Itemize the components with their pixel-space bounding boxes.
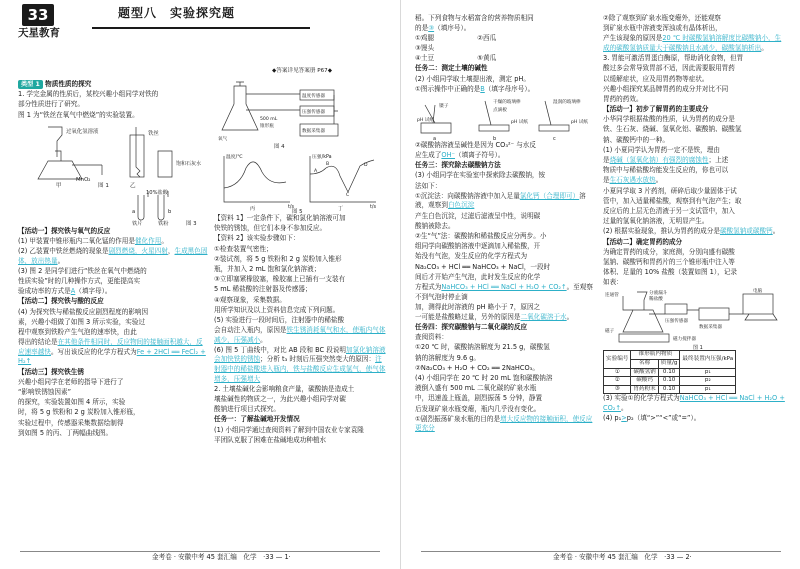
q3-act2-line: 氢钠、碳酸钙和胃药片的三个锥形瓶中注入等 <box>603 257 735 266</box>
ph-label-dry-rod: 干燥的玻璃棒 <box>493 99 521 105</box>
food-option: ④土豆 <box>415 54 435 63</box>
task3-line: 一可能是盐酸略过量，另外的原因是二氧化碳溶于水。 <box>415 312 574 321</box>
food-option: ①鸡腿 <box>415 34 435 43</box>
ph-label-paper-a: pH 试纸 <box>417 117 435 123</box>
table-subheader: 质量/g <box>658 360 680 369</box>
answer-text: 碳酸氢钠或碳酸钙 <box>719 227 773 236</box>
fig3-label-a: a <box>132 208 136 215</box>
q2-line: 壤盐碱性的物质之一，为此兴趣小组同学对碳 <box>214 395 346 403</box>
q3-line: 以缓解症状，应及用胃药物等症状。 <box>603 74 709 83</box>
ph-caption-a: a <box>433 135 437 141</box>
q2-line: 2. 土壤盐碱化会影响粮食产量，碳酸钠是造成土 <box>214 384 355 393</box>
mid-line: 瓶，并加入 2 mL 饱和氯化钠溶液； <box>214 264 321 273</box>
answer-text: 氯化钙（合理即可） <box>519 191 580 200</box>
fig3-label-iron-sheet: 铁片 <box>132 220 143 227</box>
act3-line: 到如图 5 的丙、丁两幅曲线图。 <box>18 428 113 437</box>
answer-text: 烧碱（氢氧化钠）有强烈的腐蚀性 <box>609 156 709 165</box>
table-header: 实验编号 <box>604 351 631 368</box>
table-cell: p₂ <box>680 377 736 386</box>
q3-mid-line: 反应后的上层无色清液于另一支试管中，加入 <box>603 206 735 215</box>
fig4-caption: 图 4 <box>274 144 285 150</box>
figure-4-apparatus <box>214 80 386 152</box>
page-right <box>400 0 800 569</box>
mid-line: ③立即塞紧橡胶塞，橡胶塞上已插有一支装有 <box>214 275 346 284</box>
answer-text: NaHCO₃ + HCl ══ NaCl + H₂O + CO₂↑ <box>603 394 785 413</box>
footer-rule <box>421 551 781 552</box>
table-cell: 碳酸钙 <box>631 377 658 386</box>
fig3-label-acid: 10%盐酸 <box>146 189 168 196</box>
footer-text: 金考卷 · 安徽中考 45 套汇编 化学 ·33 — 2· <box>553 553 692 562</box>
fig5-label-a: A <box>314 169 318 174</box>
page-number: 33 <box>22 4 54 26</box>
table-cell: 0.10 <box>658 385 680 394</box>
mid-line: (5) 实验进行一段时间后，注射器中的稀盐酸 <box>214 315 345 324</box>
food-option: ⑤黄瓜 <box>477 54 497 63</box>
answer-text: 二氧化碳溶于水 <box>520 312 567 321</box>
ph-label-wet-rod: 湿润的玻璃棒 <box>553 99 581 105</box>
task4-line: 液倒入盛有 500 mL 二氧化碳的矿泉水瓶 <box>415 384 537 393</box>
app-label-sensor: 压强传感器 <box>665 319 688 325</box>
act2-q4: 程中观察到铁粉产生气泡的速率快，由此 <box>18 328 137 337</box>
q3-end-line: (3) 实验①的化学方程式为NaHCO₃ + HCl ══ NaCl + H₂O + CO₂↑。 <box>603 394 785 413</box>
answer-text: 在其他条件相同时，反应物间的接触面积越大，反应速率越快 <box>18 338 203 356</box>
q3-act1-line: 铁、生石灰、烧碱、氢氧化铝、碳酸钠、碳酸氢 <box>603 125 742 134</box>
mid-line: ②装试剂，将 5 g 铁粉和 2 g 炭粉加入锥形 <box>214 254 342 263</box>
left-column-1 <box>18 80 208 540</box>
fig3-label-b: b <box>168 208 172 215</box>
q3-line: 3. 胃能可激活胃蛋白酶原，帮助消化食物，但胃 <box>603 54 744 63</box>
task3-line: 间后才开始产生气泡，此时发生反应的化学 <box>415 272 541 281</box>
fig5-label-d: D <box>364 163 368 168</box>
q3-mid-line: 管中，加入适量稀盐酸，观察到有气泡产生；取 <box>603 196 742 205</box>
task4-line: ②Na₂CO₃ + H₂O + CO₂ ══ 2NaHCO₃。 <box>415 363 539 372</box>
mid-q5: 会自动注入瓶内，原因是铁生锈消耗氧气和水，使瓶内气体减少，压强减小。 <box>214 326 386 344</box>
category-title: 物质性质的探究 <box>45 80 92 88</box>
app-label-tube: 连通管 <box>605 293 619 299</box>
task2-q2: 应生成了OH⁻（填离子符号）。 <box>415 151 505 160</box>
task3-line: Na₂CO₃ + HCl ══ NaHCO₃ + NaCl，一段时 <box>415 262 551 271</box>
task3-line: 组同学向碳酸钠溶液中逐滴加入稀盐酸，开 <box>415 242 541 251</box>
answer-text: OH⁻ <box>441 151 456 160</box>
figure-3-tubes <box>18 189 208 227</box>
right-column-1 <box>415 14 597 534</box>
category-heading <box>18 80 208 90</box>
q3-act2-line: 如表： <box>603 278 623 287</box>
act3-line: 时，将 5 g 铁粉和 2 g 炭粉加入锥形瓶， <box>18 408 140 417</box>
page-title: 题型八 实验探究题 <box>118 6 236 20</box>
task3-line: 酸钠被除去。 <box>415 221 455 230</box>
table-cell: ① <box>604 368 631 377</box>
mid-line: 5 mL 稀盐酸的注射器及传感器； <box>214 285 312 294</box>
category-tag: 类型 1 <box>18 80 43 89</box>
left-column-2 <box>214 80 386 540</box>
answer-text: 增大反应物的接触面积，使反应更充分 <box>415 414 593 433</box>
q1-line: 1. 学完金属的性质后，某校兴趣小组同学对铁的 <box>18 90 159 99</box>
fig5-label-ding: 丁 <box>338 206 344 212</box>
fig5-xlabel-right: t/s <box>370 205 376 210</box>
col2-line: ②除了观察到矿泉水瓶变瘪外，还能观察 <box>603 14 722 22</box>
task4-line: 查阅资料： <box>415 333 448 342</box>
app-label-acid: 稀盐酸 <box>649 297 663 303</box>
fig1-label-jia: 甲 <box>56 182 62 189</box>
app-caption: 图 1 <box>693 345 703 351</box>
activity-2-title: 【活动二】探究铁与酸的反应 <box>18 297 104 306</box>
food-options <box>415 54 597 64</box>
table-cell: p₁ <box>680 368 736 377</box>
answer-text: A <box>70 287 76 296</box>
food-option: ③馒头 <box>415 43 435 52</box>
top-line: 稻。下列食物与水稻富含的营养物质相同 <box>415 14 534 22</box>
fig4-label-volume: 500 mL <box>260 117 278 122</box>
fig5-caption: 图 5 <box>292 209 303 214</box>
answer-text: 加氯化钠溶液会加快铁的锈蚀 <box>214 345 386 364</box>
q3-activity-1-title: 【活动一】初步了解胃药的主要成分 <box>603 105 709 114</box>
answer-reference: ◆答案详见答案册 P67◆ <box>272 68 333 74</box>
act3-line: 兴趣小组同学在老师的指导下进行了 <box>18 377 124 386</box>
fig4-label-oxygen: 氧气 <box>218 137 228 142</box>
footer-text: 金考卷 · 安徽中考 45 套汇编 化学 ·33 — 1· <box>152 553 291 562</box>
fig4-label-collector: 数据采集器 <box>302 129 325 134</box>
table-cell: 0.10 <box>658 368 680 377</box>
fig1-caption: 图 1 <box>98 182 109 189</box>
task4-line: 后发现矿泉水瓶变瘪，瓶内几乎没有变化。 <box>415 404 541 413</box>
q3-act1-line: 是生石灰遇水放热。 <box>603 176 663 185</box>
task3-line: 方程式为NaHCO₃ + HCl ══ NaCl + H₂O + CO₂↑。至观察不到气泡时停止滴 <box>415 282 593 301</box>
task2-line: ①图示操作中正确的是B（填字母序号）。 <box>415 84 535 93</box>
answer-text: > <box>621 414 627 423</box>
task4-line: 中，迅速盖上瓶盖，剧烈振荡 5 分钟，静置 <box>415 394 543 403</box>
task3-line: ②生“气”法：碳酸钠和稀盐酸反应分两步。小 <box>415 232 547 240</box>
results-table <box>603 350 736 394</box>
footer-rule <box>20 551 380 552</box>
task2-q2: ②碳酸钠溶液呈碱性是因为 CO₃²⁻ 与水反 <box>415 140 536 149</box>
table-cell: 胃药粉末 <box>631 385 658 394</box>
answer-text: 20 ℃ 时碳酸氢钠溶解度比碳酸钠小，生成的碳酸氢钠质量大于碳酸钠且水减少，碳酸氢钠析出 <box>603 34 782 52</box>
fig5-label-b: B <box>326 162 330 167</box>
fig4-label-flask: 锥形瓶 <box>260 124 274 129</box>
mid-line: 【资料 2】该实验步骤如下： <box>214 234 300 243</box>
act3-line: “影响铁锈蚀因素” <box>18 387 71 396</box>
answer-text: 注射器中的稀盐酸进入瓶内，铁与盐酸反应生成氢气，使气体增多，压强增大 <box>214 355 386 383</box>
q3-act1-line: (1) 小夏同学认为胃药一定不是铁，理由 <box>603 145 720 154</box>
fig5-xlabel-left: t/s <box>288 205 294 210</box>
fig1-label-tube: 饱和石灰水 <box>176 160 202 167</box>
app-label-stirrer: 磁力搅拌器 <box>673 337 696 343</box>
ph-test-figure <box>415 95 597 141</box>
table-cell: p₁ <box>680 385 736 394</box>
task4-line: 钠的溶解度为 9.6 g。 <box>415 353 481 362</box>
task4-line: (4) 小组同学在 20 ℃ 时 20 mL 饱和碳酸钠溶 <box>415 374 553 383</box>
mid-line: ①检查装置气密性； <box>214 244 273 253</box>
q3-line: 兴趣小组探究某品牌胃药的成分并对比不同 <box>603 84 729 93</box>
figure-5-curves <box>214 152 386 214</box>
task3-line: ①沉淀法：向碳酸钠溶液中加入足量氯化钙（合理即可）溶液，观察到白色沉淀 <box>415 191 586 210</box>
task2-line: (2) 小组同学取土壤提出液，测定 pH。 <box>415 74 530 83</box>
act2-q4: 素，兴趣小组做了如图 3 所示实验，实验过 <box>18 317 146 326</box>
task4-line: ①剧烈振荡矿泉水瓶的目的是增大反应物的接触面积，使反应更充分 <box>415 414 593 433</box>
fig5-ylabel-right: 压强/kPa <box>312 155 332 160</box>
mid-line: ④观察现象，采集数据。 <box>214 295 286 304</box>
mid-line: 用所学知识及以上资料信息完成下列问题。 <box>214 305 340 314</box>
act1-q3: 性质实验”时的几种操作方式，更能提高实 <box>18 277 141 286</box>
fig1-label-wire: 铁丝 <box>148 130 159 137</box>
table-cell: 碳酸氢钠 <box>631 368 658 377</box>
fig1-label-mno2: MnO₂ <box>76 176 91 183</box>
mid-line: 【资料 1】一定条件下，碳和氯化钠溶液可加 <box>214 214 346 222</box>
act2-q4: 得出的结论是在其他条件相同时，反应物间的接触面积越大，反应速率越快。写出该反应的化学方程式为Fe + 2HCl ══ FeCl₂ + H₂↑ <box>18 338 206 366</box>
app-label-stirrer-bar: 磁子 <box>605 329 615 335</box>
q1-line: 图 1 为“铁丝在氧气中燃烧”的实验装置。 <box>18 110 139 119</box>
task-3-title: 任务三：探究除去碳酸钠方法 <box>415 161 501 170</box>
ph-label-paper-b: pH 试纸 <box>511 119 529 125</box>
answer-text: NaHCO₃ + HCl ══ NaCl + H₂O + CO₂↑ <box>441 282 567 291</box>
table-cell: 0.10 <box>658 377 680 386</box>
table-row <box>604 385 736 394</box>
q3-line: 酸过多会常导致胃部不适，因此需要服用胃药 <box>603 64 735 73</box>
food-options <box>415 34 597 53</box>
fig4-label-temp: 温度传感器 <box>302 94 325 99</box>
act1-q2: (2) 乙装置中铁丝燃烧的现象是剧烈燃烧，火星四射，生成黑色固体，放出热量。 <box>18 247 208 265</box>
q2-line: 平团队克服了困难在盐碱地成功种植水 <box>214 435 327 444</box>
table-row <box>604 377 736 386</box>
page-badge <box>18 4 64 42</box>
q3-activity-2-title: 【活动二】确定胃药的成分 <box>603 237 683 246</box>
top-line: 的是③（填序号）。 <box>415 24 471 33</box>
task3-line: 法如下： <box>415 181 442 190</box>
answer-text: 生成黑色固体，放出热量 <box>18 247 208 265</box>
q3-act2-line: 体积、足量的 10% 盐酸（装置如图 1），记录 <box>603 268 737 277</box>
task3-line: 加，测得此时溶液的 pH 略小于 7，原因之 <box>415 302 541 311</box>
app-label-computer: 电脑 <box>753 289 763 295</box>
answer-text: B <box>480 84 485 93</box>
answer-text: 催化作用 <box>134 236 162 245</box>
task3-line: (3) 小组同学在实验室中探索除去碳酸钠，铵 <box>415 171 546 180</box>
answer-text: 白色沉淀 <box>447 201 475 210</box>
act2-q4: (4) 为探究铁与稀盐酸反应剧烈程度的影响因 <box>18 307 149 316</box>
answer-text: 生石灰遇水放热 <box>609 176 656 185</box>
act1-q3: 验成功率的方式是A（填字母）。 <box>18 287 112 296</box>
q3-act1-line: 物质中与稀盐酸均能发生反应的，你也可以 <box>603 166 729 175</box>
q3-act1-line: 钠、碳酸钙中的一种。 <box>603 135 669 144</box>
q3-act2-line: 为确定胃药的成分，家庭测，分别向盛有碳酸 <box>603 247 735 256</box>
q3-line: 胃药的药效。 <box>603 94 643 103</box>
answer-text: 铁生锈消耗氧气和水，使瓶内气体减少，压强减小 <box>214 326 386 344</box>
activity-3-title: 【活动三】探究铁生锈 <box>18 367 84 376</box>
answer-text: ③ <box>428 24 435 33</box>
fig5-label-c: C <box>346 193 350 198</box>
q1-line: 部分性质进行了研究。 <box>18 100 84 109</box>
task-1-title: 任务一：了解盐碱地开发情况 <box>214 415 300 424</box>
table-cell: ③ <box>604 385 631 394</box>
task-2-title: 任务二：测定土壤的碱性 <box>415 64 488 73</box>
act1-q1: (1) 甲装置中锥形瓶内二氧化锰的作用是催化作用。 <box>18 236 168 245</box>
act3-line: 的探究，实验装置如图 4 所示，实验 <box>18 398 126 407</box>
q3-act1-line: 是烧碱（氢氧化钠）有强烈的腐蚀性；上述 <box>603 156 729 165</box>
q2-line: (1) 小组同学通过查阅资料了解到中国农业专家袁隆 <box>214 425 364 434</box>
table-subheader: 名称 <box>631 360 658 369</box>
col2-line: 产生该现象的原因是20 ℃ 时碳酸氢钠溶解度比碳酸钠小，生成的碳酸氢钠质量大于碳酸钠且水减少，碳酸氢钠析出。 <box>603 34 782 52</box>
brand-logo: 天星教育 <box>18 27 60 39</box>
table-row <box>604 368 736 377</box>
fig1-label-kettle: 过氧化氢溶液 <box>66 128 99 135</box>
task3-line: 始没有气泡，发生反应的化学方程式为 <box>415 252 528 261</box>
q3-act1-line: 小华同学根据盐酸的性质，认为胃药的成分是 <box>603 115 735 124</box>
task4-line: ①20 ℃ 时，碳酸钠溶解度为 21.5 g，碳酸氢 <box>415 343 550 352</box>
q3-mid-line: 过量的氢氧化钠溶液，无明显产生。 <box>603 217 709 226</box>
fig5-label-bing: 丙 <box>250 206 256 212</box>
ph-label-plate: 点滴板 <box>493 107 507 113</box>
ph-label-paper-c: pH 试纸 <box>571 119 589 125</box>
ph-caption-b: b <box>493 135 497 141</box>
right-column-2 <box>603 14 787 534</box>
figure-1-apparatus <box>18 121 208 189</box>
col2-line: 到矿泉水瓶中溶液变浑浊或有晶体析出， <box>603 24 722 33</box>
q3-end-line: (4) p₁>p₂（填“>”“<”或“=”）。 <box>603 414 701 423</box>
app-label-funnel: 分液漏斗 <box>649 291 668 297</box>
table-header-row <box>604 351 736 360</box>
ph-caption-c: c <box>553 135 556 141</box>
activity-1-title: 【活动一】探究铁与氧气的反应 <box>18 226 111 235</box>
table-cell: ② <box>604 377 631 386</box>
fig1-label-yi: 乙 <box>130 182 136 189</box>
q3-mid-line: 小夏同学取 3 片药剂，研碎后取少量固体于试 <box>603 186 737 195</box>
table-header: 锥形瓶内物质 <box>631 351 680 360</box>
apparatus-figure-1 <box>603 288 787 350</box>
title-rule <box>92 27 310 29</box>
answer-text: 剧烈燃烧，火星四射 <box>108 247 168 256</box>
fig5-ylabel-left: 温度/℃ <box>226 155 243 160</box>
q2-line: 酸钠进行项目式探究。 <box>214 405 280 414</box>
act3-line: 实验过程中，传感器采集数据绘制得 <box>18 418 124 427</box>
task3-line: 产生白色沉淀，过滤后滤液呈中性，说明碳 <box>415 211 541 220</box>
fig3-label-iron-powder: 铁粉 <box>158 220 169 227</box>
fig3-caption: 图 3 <box>186 220 197 227</box>
task-4-title: 任务四：探究碳酸钠与二氧化碳的反应 <box>415 323 528 332</box>
q3-mid-line: (2) 根据实验现象，推认为胃药的成分是碳酸氢钠或碳酸钙。 <box>603 227 780 236</box>
ph-label-tweezers: 镊子 <box>439 103 449 109</box>
table-header: 最终装置内压强/kPa <box>680 351 736 368</box>
mid-line: 快铁的锈蚀，但它们本身不参加反应。 <box>214 224 327 233</box>
mid-q6: (6) 图 5 丁曲线中，对比 AB 段和 BC 段说明加氯化钠溶液会加快铁的锈蚀；分析 t₃ 时刻后压强突然变大的原因：注射器中的稀盐酸进入瓶内，铁与盐酸反应生成氢气，使气体增多，压强增大 <box>214 345 386 383</box>
fig4-label-pressure: 压强传感器 <box>302 110 325 115</box>
food-option: ②西瓜 <box>477 34 497 43</box>
act1-q3: (3) 图 2 是同学们进行“铁丝在氧气中燃烧的 <box>18 266 147 275</box>
answer-text: Fe + 2HCl ══ FeCl₂ + H₂↑ <box>18 347 206 366</box>
app-label-collector: 数据采集器 <box>699 325 722 331</box>
